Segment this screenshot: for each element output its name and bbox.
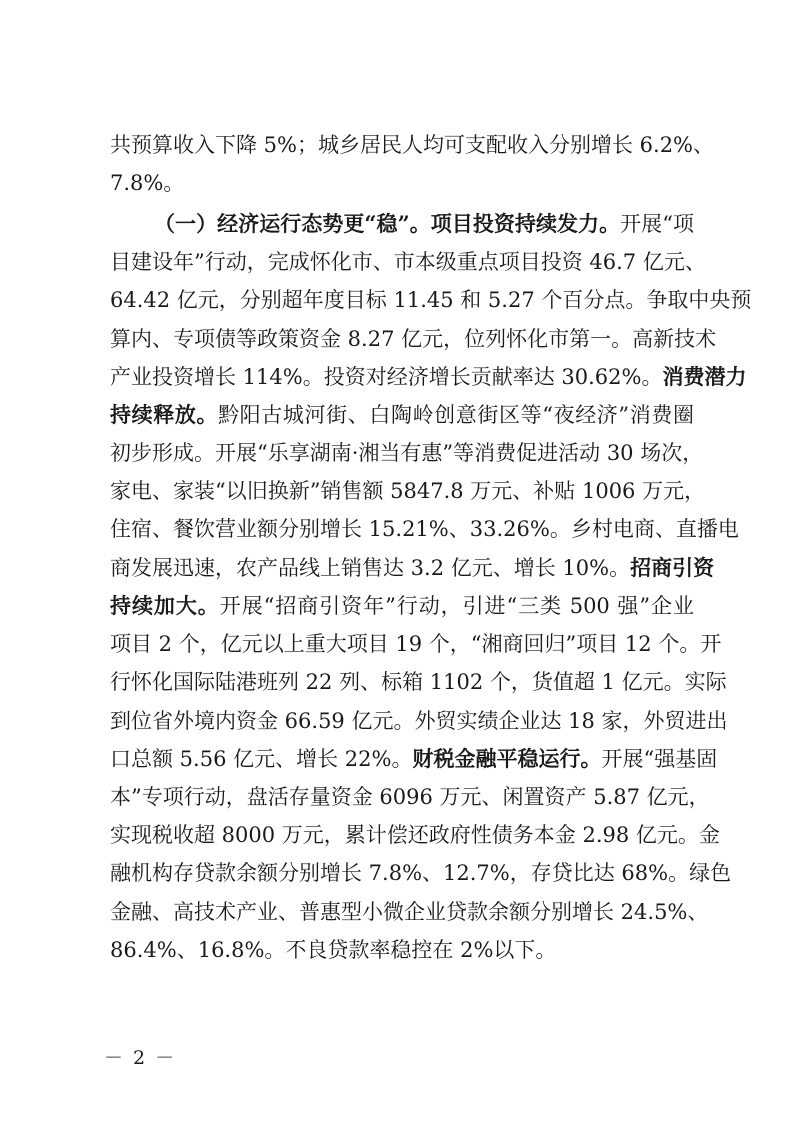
text-line: [110, 856, 732, 890]
text-line: [110, 128, 715, 162]
text-line: [110, 551, 715, 585]
text-line: [110, 360, 747, 394]
text-run: 64.42 亿元，分别超年度目标 11.45 和 5.27 个百分点。争取中央预: [110, 288, 752, 312]
text-run: 7.8%。: [110, 171, 185, 195]
text-run: 86.4%、16.8%。不良贷款率稳控在 2%以下。: [110, 938, 557, 962]
text-line: [110, 474, 706, 508]
text-run: 共预算收入下降 5%；城乡居民人均可支配收入分别增长 6.2%、: [110, 133, 715, 157]
text-run: 商发展迅速，农产品线上销售达 3.2 亿元、增长 10%。: [110, 556, 631, 580]
text-line: [110, 933, 694, 967]
bold-heading: （一）经济运行态势更“稳”。项目投资持续发力。: [154, 211, 621, 236]
text-line: [110, 665, 727, 699]
text-run: 本”专项行动，盘活存量资金 6096 万元、闲置资产 5.87 亿元，: [110, 785, 710, 809]
text-run: 目建设年”行动，完成怀化市、市本级重点项目投资 46.7 亿元、: [110, 250, 706, 274]
text-run: 家电、家装“以旧换新”销售额 5847.8 万元、补贴 1006 万元，: [110, 479, 706, 503]
text-line: [110, 895, 709, 929]
text-run: 产业投资增长 114%。投资对经济增长贡献率达 30.62%。: [110, 365, 663, 389]
text-line: [110, 704, 728, 738]
bold-heading: 招商引资: [630, 555, 715, 580]
text-run: 开展“招商引资年”行动，引进“三类 500 强”企业: [219, 594, 695, 618]
bold-heading: 持续释放。: [110, 402, 219, 427]
text-run: 融机构存贷款余额分别增长 7.8%、12.7%，存贷比达 68%。绿色: [110, 861, 732, 885]
text-run: 黔阳古城河街、白陶岭创意街区等“夜经济”消费圈: [218, 403, 694, 427]
text-line: [154, 207, 694, 241]
text-line: [110, 742, 718, 776]
text-line: [110, 166, 694, 200]
text-line: [110, 589, 694, 623]
text-line: [110, 398, 694, 432]
text-line: [110, 436, 704, 470]
bold-heading: 消费潜力: [662, 364, 747, 389]
text-run: 项目 2 个，亿元以上重大项目 19 个，“湘商回归”项目 12 个。开: [110, 632, 722, 656]
text-line: [110, 780, 710, 814]
text-run: 到位省外境内资金 66.59 亿元。外贸实绩企业达 18 家，外贸进出: [110, 709, 728, 733]
text-run: 初步形成。开展“乐享湖南·湘当有惠”等消费促进活动 30 场次，: [110, 441, 704, 465]
bold-heading: 持续加大。: [110, 593, 220, 618]
text-run: 开展“项: [620, 212, 694, 236]
text-run: 开展“强基固: [601, 747, 718, 771]
text-run: 金融、高技术产业、普惠型小微企业贷款余额分别增长 24.5%、: [110, 900, 709, 924]
text-line: [110, 283, 752, 317]
text-line: [110, 627, 722, 661]
text-line: [110, 818, 720, 852]
text-run: 行怀化国际陆港班列 22 列、标箱 1102 个，货值超 1 亿元。实际: [110, 670, 727, 694]
text-run: 口总额 5.56 亿元、增长 22%。: [110, 747, 413, 771]
text-run: 住宿、餐饮营业额分别增长 15.21%、33.26%。乡村电商、直播电: [110, 517, 739, 541]
text-line: [110, 512, 739, 546]
bold-heading: 财税金融平稳运行。: [412, 746, 602, 771]
text-run: 算内、专项债等政策资金 8.27 亿元，位列怀化市第一。高新技术: [110, 327, 717, 351]
text-run: 实现税收超 8000 万元，累计偿还政府性债务本金 2.98 亿元。金: [110, 823, 720, 847]
text-line: [110, 322, 717, 356]
text-line: [110, 245, 706, 279]
page-number: － 2 －: [104, 1047, 177, 1069]
